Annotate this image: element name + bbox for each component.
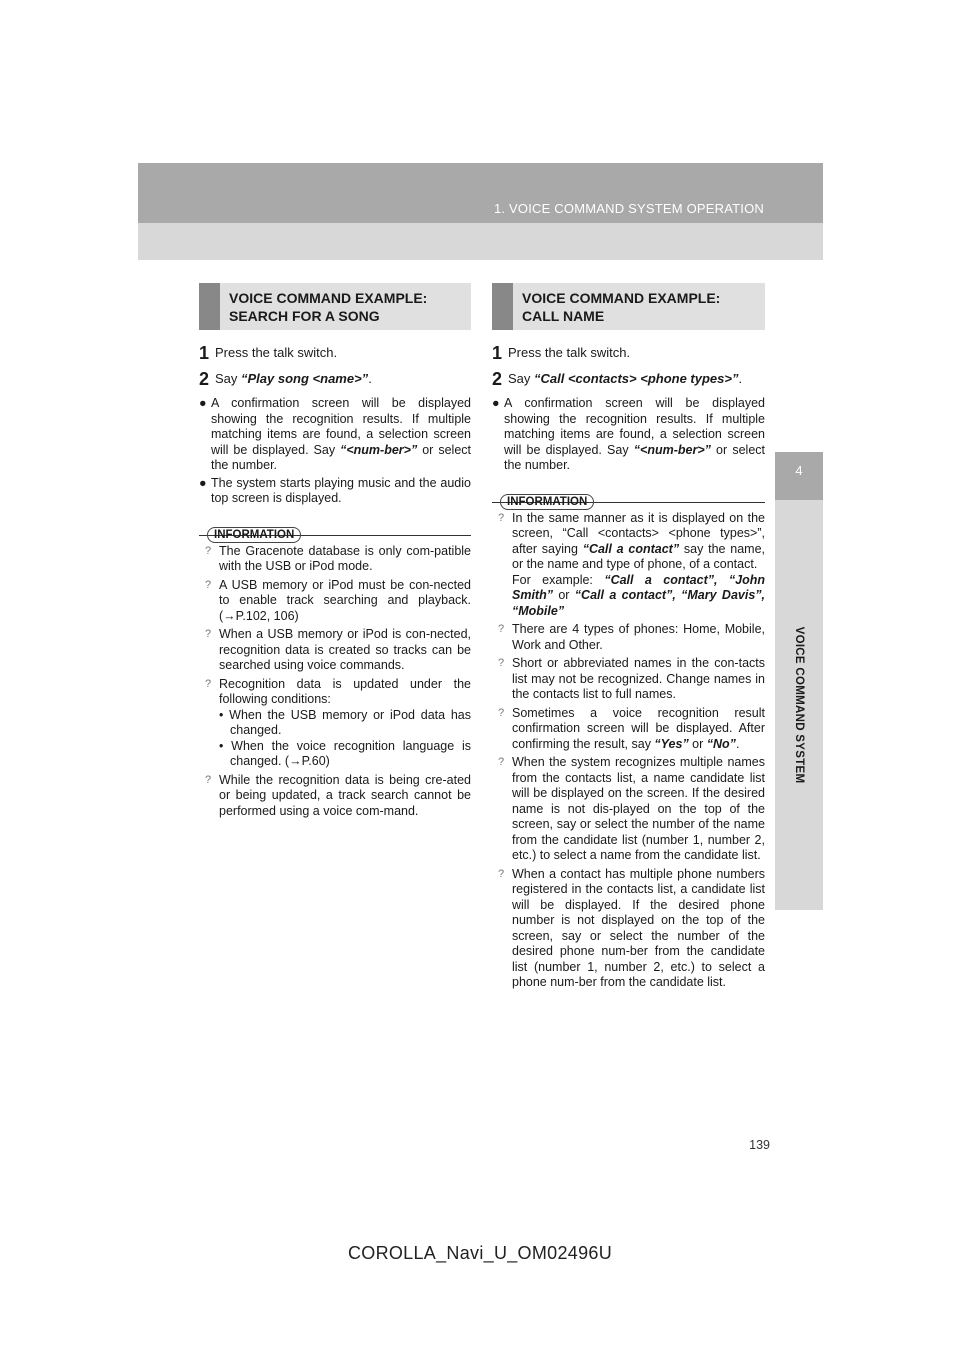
info-mark-icon: ? [205,773,212,786]
info-item: ? Short or abbreviated names in the con-tacts list may not be recognized. Change names in the contacts list to full names. [498,656,765,701]
heading-bar [199,283,220,330]
section-heading-song [199,283,471,330]
info-item: ? There are 4 types of phones: Home, Mobile, Work and Other. [498,622,765,652]
info-item: ? Sometimes a voice recognition result confirmation screen will be displayed. After confirming the result, say “Yes” or “No”. [498,705,765,751]
bullet-icon: ● [492,396,500,410]
section-heading-call [492,283,765,330]
step-2 [199,370,471,388]
info-mark-icon: ? [498,623,505,635]
heading-bar [492,283,513,330]
step-1 [492,344,765,362]
bullet-icon: ● [199,396,207,410]
section-title: 1. VOICE COMMAND SYSTEM OPERATION [493,201,764,216]
info-mark-icon: ? [205,544,212,557]
info-mark-icon: ? [205,677,212,690]
info-mark-icon: ? [498,867,505,880]
step-number: 2 [492,369,503,389]
step-1 [199,344,471,362]
bullet-icon: ● [199,475,207,490]
info-item: ? When the system recognizes multiple names from the contacts list, a name candidate list will be displayed on the screen. If the desired name is not dis-played on the top of the screen, say or select the number of the name from the candidate list (number 1, number 2, etc.) to select a name from the candidate list. [498,755,765,862]
step-number: 1 [492,343,503,363]
bullet-list [199,396,471,507]
chapter-label: VOICE COMMAND SYSTEM [793,626,805,784]
right-column [492,283,765,994]
step-number: 1 [199,343,210,363]
info-item: ? Recognition data is updated under the following conditions: • When the USB memory or iPod data has changed. • When the voice recognition language is changed. (→P.60) [205,676,471,768]
step-text: Say “Play song <name>”. [215,371,372,386]
step-text: Press the talk switch. [215,345,338,360]
info-mark-icon: ? [498,511,505,524]
info-mark-icon: ? [498,657,505,669]
information-block [492,502,765,991]
heading-title: VOICE COMMAND EXAMPLE: SEARCH FOR A SONG [229,290,428,324]
info-item: ? When a USB memory or iPod is con-nected, recognition data is created so tracks can be searched using voice commands. [205,627,471,672]
header-subband [138,223,823,260]
step-text: Say “Call <contacts> <phone types>”. [508,371,743,386]
information-label: INFORMATION [207,527,301,543]
heading-title: VOICE COMMAND EXAMPLE: CALL NAME [522,290,721,324]
info-item: ? A USB memory or iPod must be con-nected to enable track searching and playback. (→P.102, 106) [205,577,471,623]
chapter-number: 4 [795,463,803,478]
page-number: 139 [749,1138,770,1152]
step-2 [492,370,765,388]
info-item: ? In the same manner as it is displayed on the screen, “Call <contacts> <phone types>”, after saying “Call a contact” say the name, or the name and type of phone, of a contact. For example: “Call a contact”, “John Smith” or “Call a contact”, “Mary Davis”, “Mobile” [498,510,765,618]
step-number: 2 [199,369,210,389]
info-mark-icon: ? [498,756,505,768]
info-item: ? The Gracenote database is only com-patible with the USB or iPod mode. [205,543,471,573]
list-item: ● A confirmation screen will be displayed showing the recognition results. If multiple matching items are found, a selection screen will be displayed. Say “<num-ber>” or select the number. [492,396,766,472]
left-column [199,283,471,822]
info-mark-icon: ? [205,628,212,640]
info-item: ? While the recognition data is being cre-ated or being updated, a track search cannot be performed using a voice com-mand. [205,772,471,818]
information-block [199,535,471,820]
bullet-list [492,396,765,474]
info-item: ? When a contact has multiple phone numbers registered in the contacts list, a candidate list will be displayed. If the desired phone number is not displayed on the top of the screen, say or select the number of the desired phone num-ber from the candidate list (number 1, number 2, etc.) to select a phone num-ber from the candidate list. [498,866,765,989]
step-text: Press the talk switch. [508,345,631,360]
info-mark-icon: ? [498,706,505,719]
info-mark-icon: ? [205,578,212,591]
document-footer: COROLLA_Navi_U_OM02496U [347,1243,612,1263]
list-item: ● A confirmation screen will be displayed showing the recognition results. If multiple matching items are found, a selection screen will be displayed. Say “<num-ber>” or select the number. [199,396,471,472]
information-label: INFORMATION [500,494,594,510]
list-item: ● The system starts playing music and the audio top screen is displayed. [199,475,471,505]
